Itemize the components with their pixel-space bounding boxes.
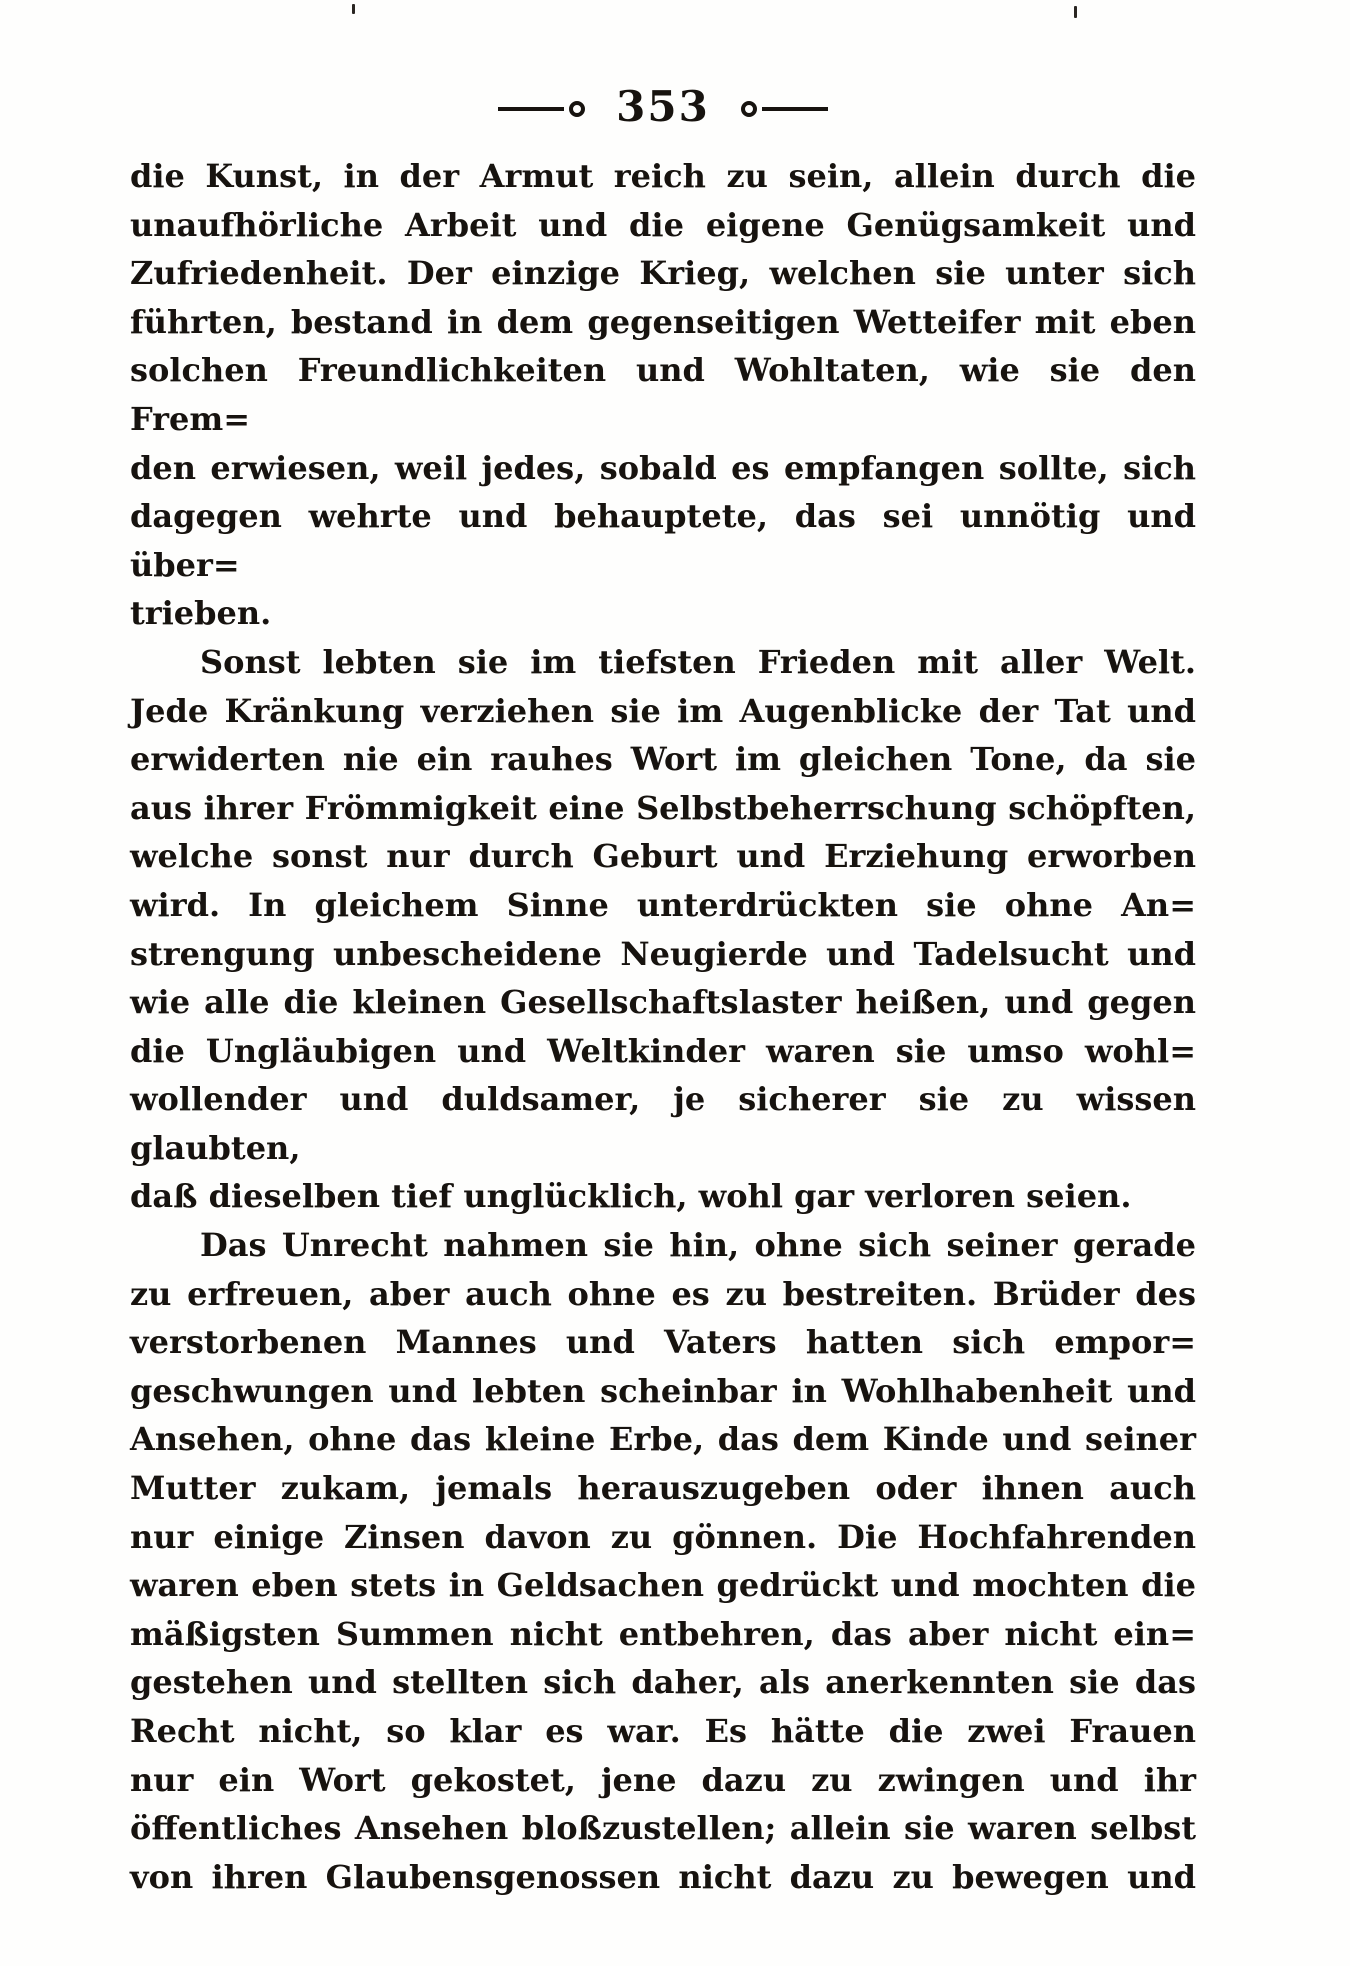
page-number: 353 [616,82,710,131]
text-line: erwiderten nie ein rauhes Wort im gleichen Tone, da sie [130,740,1196,779]
text-line: wird. In gleichem Sinne unterdrückten sie ohne An= [130,885,1196,924]
text-line: von ihren Glaubensgenossen nicht dazu zu bewegen und [130,1857,1196,1896]
text-line: strengung unbescheidene Neugierde und Tadelsucht und [130,934,1196,973]
text-line: Recht nicht, so klar es war. Es hätte die zwei Frauen [130,1712,1196,1750]
text-line: Zufriedenheit. Der einzige Krieg, welchen sie unter sich [130,254,1196,293]
text-line: geschwungen und lebten scheinbar in Wohlhabenheit und [130,1371,1196,1410]
text-line: gestehen und stellten sich daher, als anerkennten sie das [130,1663,1196,1702]
header-rule-left-icon [496,100,592,118]
text-line: daß dieselben tief unglücklich, wohl gar verloren seien. [130,1177,1132,1216]
text-line: öffentliches Ansehen bloßzustellen; allein sie waren selbst [130,1809,1196,1848]
text-line: unaufhörliche Arbeit und die eigene Genügsamkeit und [130,205,1196,244]
text-line: Das Unrecht nahmen sie hin, ohne sich seiner gerade [200,1226,1196,1265]
text-line: nur einige Zinsen davon zu gönnen. Die Hochfahrenden [130,1517,1196,1556]
header-rule-right-icon [734,100,830,118]
text-line: wie alle die kleinen Gesellschaftslaster heißen, und gegen [130,983,1196,1022]
page-text [130,152,1196,1901]
text-line: Mutter zukam, jemals herauszugeben oder ihnen auch [130,1469,1196,1508]
text-line: dagegen wehrte und behauptete, das sei unnötig und über= [130,497,1196,584]
page-header [130,82,1196,131]
text-line: solchen Freundlichkeiten und Wohltaten, wie sie den Frem= [130,351,1196,438]
text-line: Jede Kränkung verziehen sie im Augenblicke der Tat und [130,691,1196,730]
text-line: aus ihrer Frömmigkeit eine Selbstbeherrschung schöpften, [130,788,1196,827]
text-line: führten, bestand in dem gegenseitigen Wetteifer mit eben [130,302,1196,341]
text-line: die Ungläubigen und Weltkinder waren sie umso wohl= [130,1031,1196,1070]
text-line: die Kunst, in der Armut reich zu sein, allein durch die [130,157,1196,195]
text-line: den erwiesen, weil jedes, sobald es empfangen sollte, sich [130,448,1196,487]
text-line: waren eben stets in Geldsachen gedrückt und mochten die [130,1566,1196,1605]
scan-speck [1074,6,1077,18]
text-line: verstorbenen Mannes und Vaters hatten sich empor= [130,1323,1196,1362]
text-line: zu erfreuen, aber auch ohne es zu bestreiten. Brüder des [130,1274,1196,1313]
text-line: wollender und duldsamer, je sicherer sie zu wissen glaubten, [130,1080,1196,1167]
text-line: welche sonst nur durch Geburt und Erziehung erworben [130,837,1196,876]
text-line: trieben. [130,594,272,633]
scan-speck [352,4,355,14]
text-line: Sonst lebten sie im tiefsten Frieden mit aller Welt. [200,642,1196,681]
text-line: nur ein Wort gekostet, jene dazu zu zwingen und ihr [130,1760,1196,1799]
text-line: Ansehen, ohne das kleine Erbe, das dem Kinde und seiner [130,1420,1196,1459]
text-line: mäßigsten Summen nicht entbehren, das aber nicht ein= [130,1614,1196,1653]
